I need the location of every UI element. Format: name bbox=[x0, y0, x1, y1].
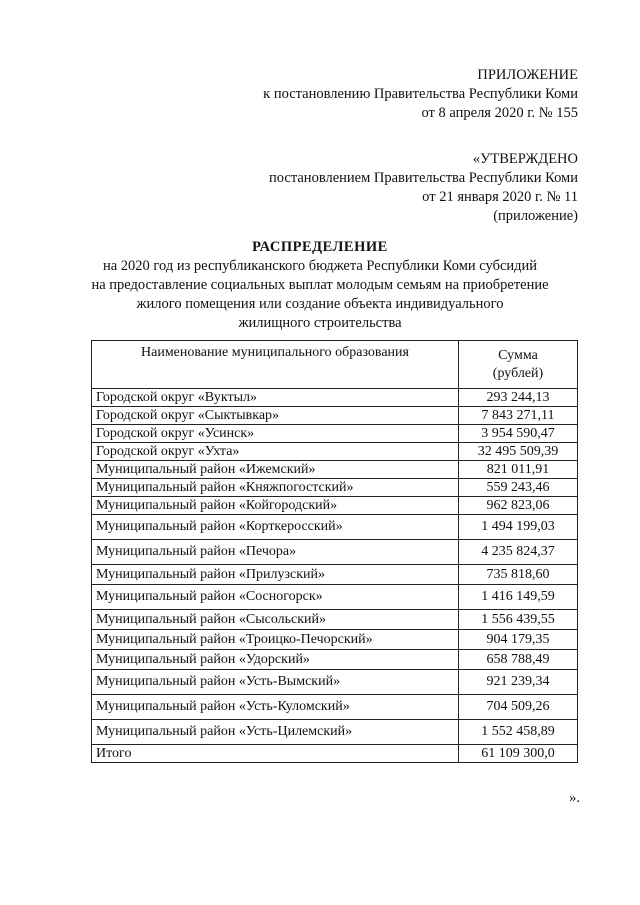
row-sum: 3 954 590,47 bbox=[459, 425, 578, 443]
table-row bbox=[92, 389, 578, 407]
row-name: Муниципальный район «Прилузский» bbox=[92, 565, 459, 585]
approved-block bbox=[269, 150, 578, 226]
table-body bbox=[92, 389, 578, 763]
row-sum: 962 823,06 bbox=[459, 497, 578, 515]
row-name: Итого bbox=[92, 745, 459, 763]
row-sum: 559 243,46 bbox=[459, 479, 578, 497]
row-sum: 921 239,34 bbox=[459, 670, 578, 695]
approved-reference: постановлением Правительства Республики Коми bbox=[269, 170, 578, 186]
table-row bbox=[92, 443, 578, 461]
table-row bbox=[92, 745, 578, 763]
table-row bbox=[92, 515, 578, 540]
row-sum: 1 494 199,03 bbox=[459, 515, 578, 540]
row-name: Городской округ «Усинск» bbox=[92, 425, 459, 443]
table-row bbox=[92, 695, 578, 720]
table-row bbox=[92, 479, 578, 497]
row-name: Муниципальный район «Корткеросский» bbox=[92, 515, 459, 540]
title-line: на предоставление социальных выплат молодым семьям на приобретение bbox=[91, 277, 549, 293]
table-row bbox=[92, 565, 578, 585]
appendix-reference: к постановлению Правительства Республики Коми bbox=[263, 86, 578, 102]
table-row bbox=[92, 650, 578, 670]
row-name: Муниципальный район «Сысольский» bbox=[92, 610, 459, 630]
row-sum: 904 179,35 bbox=[459, 630, 578, 650]
table-row bbox=[92, 461, 578, 479]
row-name: Муниципальный район «Усть-Цилемский» bbox=[92, 720, 459, 745]
row-name: Муниципальный район «Ижемский» bbox=[92, 461, 459, 479]
row-sum: 7 843 271,11 bbox=[459, 407, 578, 425]
row-sum: 1 552 458,89 bbox=[459, 720, 578, 745]
table-row bbox=[92, 540, 578, 565]
row-sum: 293 244,13 bbox=[459, 389, 578, 407]
table-row bbox=[92, 670, 578, 695]
appendix-block bbox=[263, 66, 578, 123]
appendix-title: ПРИЛОЖЕНИЕ bbox=[477, 67, 578, 83]
title-line: на 2020 год из республиканского бюджета Республики Коми субсидий bbox=[102, 258, 538, 274]
table-header-row bbox=[92, 341, 578, 389]
table-row bbox=[92, 720, 578, 745]
table-row bbox=[92, 585, 578, 610]
approved-title: «УТВЕРЖДЕНО bbox=[472, 151, 578, 167]
title-line: жилищного строительства bbox=[238, 315, 402, 331]
row-name: Муниципальный район «Усть-Вымский» bbox=[92, 670, 459, 695]
approved-note: (приложение) bbox=[493, 208, 578, 224]
header-sum bbox=[459, 341, 578, 389]
table-row bbox=[92, 630, 578, 650]
row-sum: 821 011,91 bbox=[459, 461, 578, 479]
row-name: Муниципальный район «Княжпогостский» bbox=[92, 479, 459, 497]
row-name: Городской округ «Вуктыл» bbox=[92, 389, 459, 407]
title-heading: РАСПРЕДЕЛЕНИЕ bbox=[252, 239, 388, 255]
appendix-date: от 8 апреля 2020 г. № 155 bbox=[421, 105, 578, 121]
table-row bbox=[92, 497, 578, 515]
row-sum: 658 788,49 bbox=[459, 650, 578, 670]
row-name: Городской округ «Сыктывкар» bbox=[92, 407, 459, 425]
row-sum: 61 109 300,0 bbox=[459, 745, 578, 763]
row-sum: 4 235 824,37 bbox=[459, 540, 578, 565]
distribution-table bbox=[91, 340, 578, 763]
row-name: Городской округ «Ухта» bbox=[92, 443, 459, 461]
row-name: Муниципальный район «Сосногорск» bbox=[92, 585, 459, 610]
approved-date: от 21 января 2020 г. № 11 bbox=[422, 189, 578, 205]
table-row bbox=[92, 407, 578, 425]
table-row bbox=[92, 425, 578, 443]
row-sum: 1 416 149,59 bbox=[459, 585, 578, 610]
row-sum: 735 818,60 bbox=[459, 565, 578, 585]
row-sum: 704 509,26 bbox=[459, 695, 578, 720]
header-sum-unit: (рублей) bbox=[492, 365, 544, 381]
row-name: Муниципальный район «Троицко-Печорский» bbox=[92, 630, 459, 650]
document-title bbox=[60, 238, 580, 333]
row-name: Муниципальный район «Усть-Куломский» bbox=[92, 695, 459, 720]
table-row bbox=[92, 610, 578, 630]
row-sum: 32 495 509,39 bbox=[459, 443, 578, 461]
row-sum: 1 556 439,55 bbox=[459, 610, 578, 630]
row-name: Муниципальный район «Печора» bbox=[92, 540, 459, 565]
header-sum-label: Сумма bbox=[498, 347, 538, 363]
closing-quote: ». bbox=[569, 790, 580, 806]
header-name: Наименование муниципального образования bbox=[92, 341, 459, 389]
title-line: жилого помещения или создание объекта индивидуального bbox=[136, 296, 504, 312]
row-name: Муниципальный район «Койгородский» bbox=[92, 497, 459, 515]
row-name: Муниципальный район «Удорский» bbox=[92, 650, 459, 670]
